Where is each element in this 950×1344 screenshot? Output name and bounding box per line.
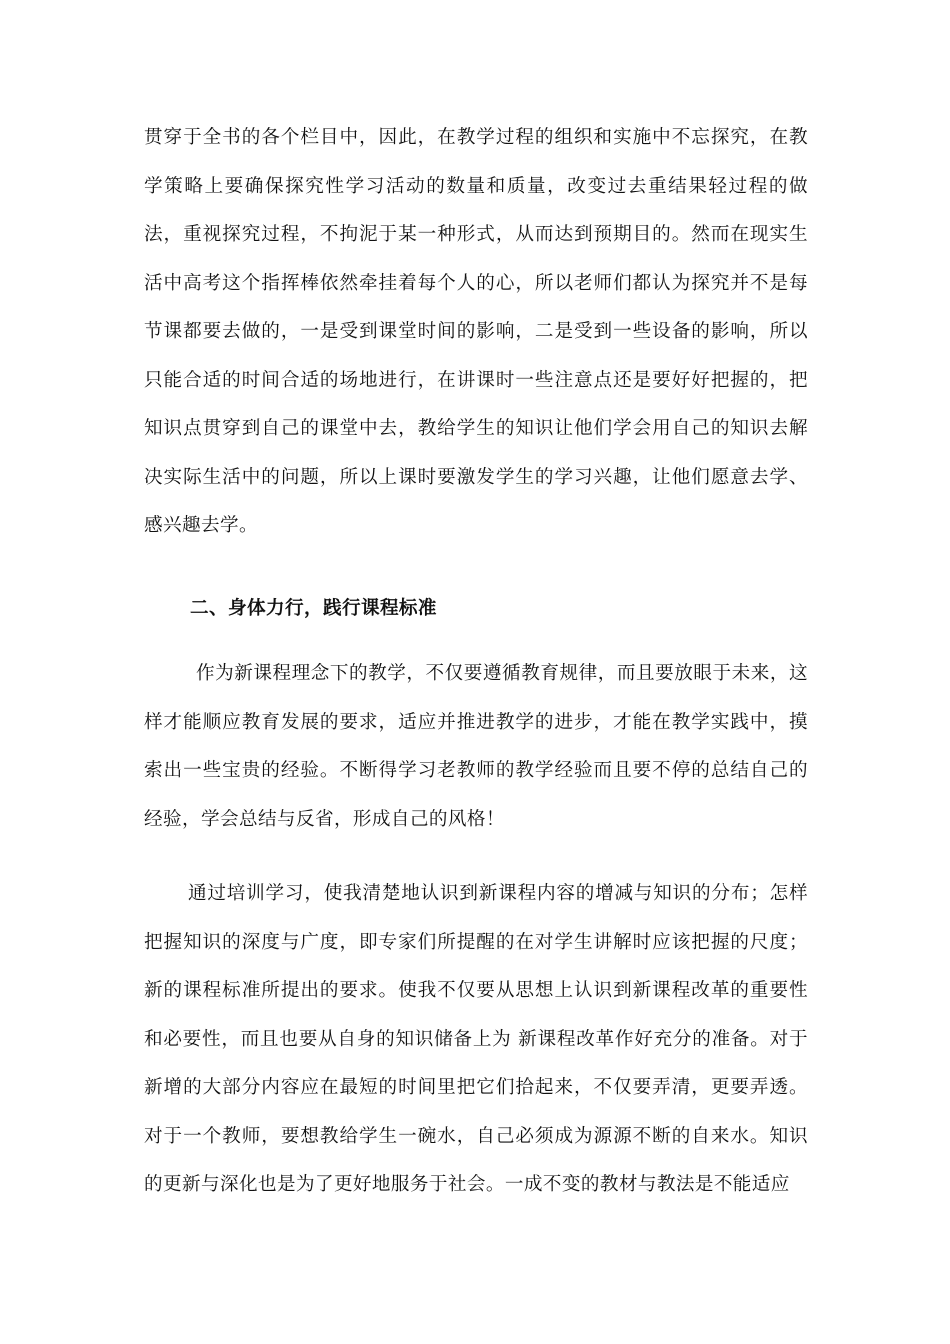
paragraph-inquiry-teaching: 贯穿于全书的各个栏目中，因此，在教学过程的组织和实施中不忘探究，在教学策略上要确保探究性学习活动的数量和质量，改变过去重结果轻过程的做法，重视探究过程，不拘泥于某一种形式，从而达到预期目的。然而在现实生活中高考这个指挥棒依然牵挂着每个人的心，所以老师们都认为探究并不是每节课都要去做的，一是受到课堂时间的影响，二是受到一些设备的影响，所以只能合适的时间合适的场地进行，在讲课时一些注意点还是要好好把握的，把知识点贯穿到自己的课堂中去，教给学生的知识让他们学会用自己的知识去解决实际生活中的问题，所以上课时要激发学生的学习兴趣，让他们愿意去学、感兴趣去学。 xyxy=(144,127,808,536)
paragraph-training-study: 通过培训学习，使我清楚地认识到新课程内容的增减与知识的分布；怎样把握知识的深度与广度，即专家们所提醒的在对学生讲解时应该把握的尺度；新的课程标准所提出的要求。使我不仅要从思想上认识到新课程改革的重要性和必要性，而且也要从自身的知识储备上为 新课程改革作好充分的准备。对于新增的大部分内容应在最短的时间里把它们拾起来，不仅要弄清，更要弄透。对于一个教师，要想教给学生一碗水，自己必须成为源源不断的自来水。知识的更新与深化也是为了更好地服务于社会。一成不变的教材与教法是不能适应 xyxy=(144,883,808,1195)
paragraph-new-curriculum: 作为新课程理念下的教学，不仅要遵循教育规律，而且要放眼于未来，这样才能顺应教育发展的要求，适应并推进教学的进步，才能在教学实践中，摸索出一些宝贵的经验。不断得学习老教师的教学经验而且要不停的总结自己的经验，学会总结与反省，形成自己的风格！ xyxy=(144,663,808,830)
section-heading: 二、身体力行，践行课程标准 xyxy=(190,598,437,619)
